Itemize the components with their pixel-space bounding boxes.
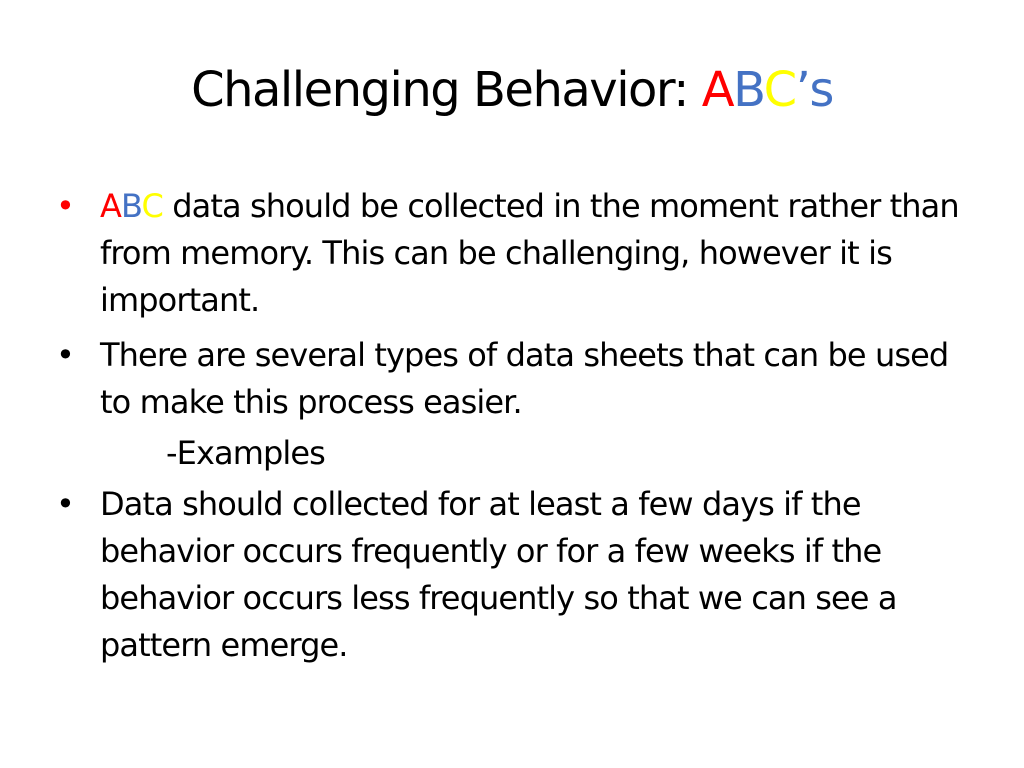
bullet-list — [56, 183, 980, 677]
bullet-1-letter-c: C — [141, 187, 163, 225]
bullet-item-2 — [56, 332, 980, 426]
title-letter-b: B — [733, 62, 764, 118]
bullet-1-text: data should be collected in the moment rather than from memory. This can be challenging, however it is important. — [100, 187, 959, 319]
bullet-1-letter-b: B — [121, 187, 142, 225]
bullet-marker: • — [56, 187, 74, 225]
title-letter-c: C — [763, 62, 796, 118]
sub-item-examples: -Examples — [166, 434, 325, 472]
bullet-3-text: Data should collected for at least a few days if the behavior occurs frequently or for a few weeks if the behavior occurs less frequently so that we can see a pattern emerge. — [100, 485, 897, 664]
title-prefix: Challenging Behavior: — [191, 62, 702, 118]
bullet-item-1 — [56, 183, 980, 324]
title-letter-a: A — [701, 62, 734, 118]
bullet-marker: • — [56, 336, 74, 374]
bullet-2-text: There are several types of data sheets that can be used to make this process easier. — [100, 336, 949, 421]
slide-title — [0, 62, 1024, 120]
bullet-item-3 — [56, 481, 980, 669]
title-letter-s: ’s — [795, 62, 833, 118]
bullet-marker: • — [56, 485, 74, 523]
bullet-1-letter-a: A — [100, 187, 121, 225]
